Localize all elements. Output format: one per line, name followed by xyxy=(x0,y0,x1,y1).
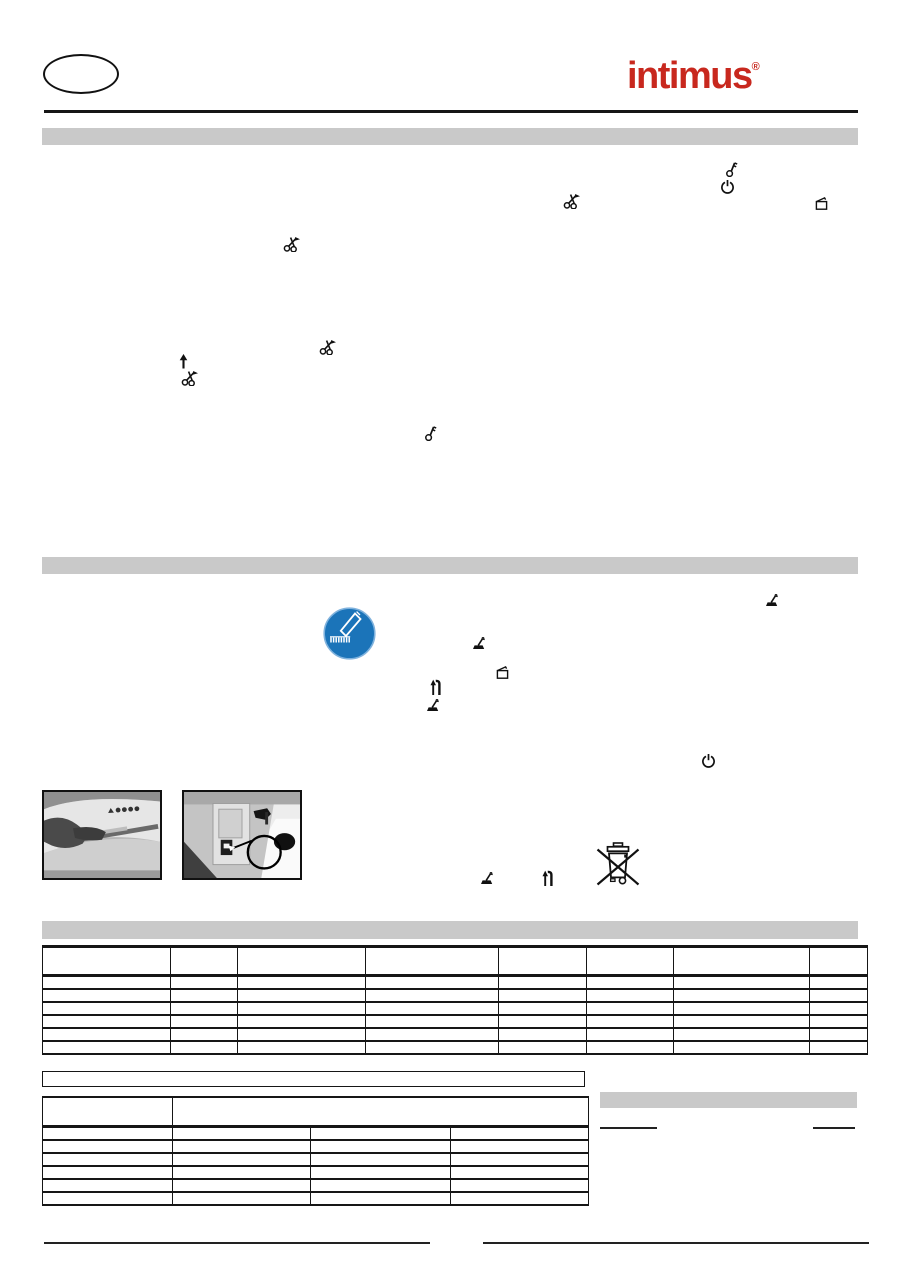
table-cell xyxy=(366,989,499,1002)
table-cell xyxy=(810,1002,868,1015)
table-cell xyxy=(238,1041,366,1054)
table-cell xyxy=(238,947,366,976)
language-oval xyxy=(43,54,119,94)
table-cell xyxy=(43,1097,173,1127)
table-cell xyxy=(173,1127,311,1141)
table-cell xyxy=(311,1153,451,1166)
cutting-rollers-icon xyxy=(319,339,337,355)
table-cell xyxy=(499,947,587,976)
table-cell xyxy=(499,989,587,1002)
table-cell xyxy=(810,1041,868,1054)
table-cell xyxy=(674,1015,810,1028)
table-cell xyxy=(171,989,238,1002)
table-row xyxy=(43,1041,868,1054)
table-cell xyxy=(43,1127,173,1141)
table-cell xyxy=(173,1153,311,1166)
table-cell xyxy=(311,1192,451,1205)
signature-line xyxy=(600,1127,657,1129)
table-row xyxy=(43,1166,589,1179)
table-cell xyxy=(43,1041,171,1054)
table-cell xyxy=(238,976,366,990)
accessories-table xyxy=(42,1096,589,1206)
table-cell xyxy=(451,1179,589,1192)
table-cell xyxy=(366,976,499,990)
table-cell xyxy=(238,1015,366,1028)
table-cell xyxy=(43,1192,173,1205)
brand-logo-text: intimus xyxy=(627,55,752,97)
table-cell xyxy=(674,1028,810,1041)
section-bar-2 xyxy=(42,557,858,574)
table-cell xyxy=(43,1153,173,1166)
accessories-header xyxy=(43,1097,589,1127)
table-cell xyxy=(366,1041,499,1054)
table-cell xyxy=(810,976,868,990)
table-cell xyxy=(173,1179,311,1192)
table-row xyxy=(43,1015,868,1028)
table-cell xyxy=(43,976,171,990)
table-cell xyxy=(171,1041,238,1054)
arrow-up-icon xyxy=(179,354,188,369)
table-cell xyxy=(171,1002,238,1015)
table-cell xyxy=(587,1015,674,1028)
table-row xyxy=(43,1127,589,1141)
table-cell xyxy=(43,947,171,976)
footer-rule-left xyxy=(44,1242,430,1244)
signature-line xyxy=(813,1127,855,1129)
table-cell xyxy=(238,1002,366,1015)
table-cell xyxy=(451,1192,589,1205)
technical-data-table xyxy=(42,945,868,1055)
table-cell xyxy=(451,1127,589,1141)
table-cell xyxy=(238,1028,366,1041)
table-cell xyxy=(810,947,868,976)
table-cell xyxy=(173,1140,311,1153)
table-cell xyxy=(587,989,674,1002)
table-cell xyxy=(674,976,810,990)
table-row xyxy=(43,1028,868,1041)
oil-point-detail-photo xyxy=(182,790,302,880)
table-cell xyxy=(451,1166,589,1179)
table-cell xyxy=(366,1015,499,1028)
footer-rule-right xyxy=(483,1242,869,1244)
section-bar-3 xyxy=(42,921,858,939)
table-cell xyxy=(366,1028,499,1041)
oiling-feed-slot-photo xyxy=(42,790,162,880)
table-cell xyxy=(674,1041,810,1054)
table-cell xyxy=(173,1097,589,1127)
table-cell xyxy=(311,1140,451,1153)
table-cell xyxy=(587,1028,674,1041)
cutting-rollers-icon xyxy=(283,236,301,252)
table-cell xyxy=(587,976,674,990)
table-cell xyxy=(674,989,810,1002)
power-icon xyxy=(720,179,735,194)
oil-can-icon xyxy=(472,637,486,650)
table-cell xyxy=(43,1179,173,1192)
table-cell xyxy=(43,989,171,1002)
header-rule xyxy=(44,110,858,113)
accessories-rows xyxy=(43,1127,589,1206)
table-cell xyxy=(171,976,238,990)
table-row xyxy=(43,1179,589,1192)
table-row xyxy=(43,1140,589,1153)
door-open-icon xyxy=(815,197,828,210)
table-cell xyxy=(674,1002,810,1015)
pull-out-icon xyxy=(542,870,554,887)
table-cell xyxy=(810,989,868,1002)
registered-mark: ® xyxy=(751,61,760,73)
technical-data-rows xyxy=(43,976,868,1055)
table-cell xyxy=(173,1166,311,1179)
table-cell xyxy=(366,947,499,976)
table-cell xyxy=(238,989,366,1002)
table-cell xyxy=(587,1002,674,1015)
technical-data-header xyxy=(43,947,868,976)
power-icon xyxy=(701,753,716,768)
table-row xyxy=(43,976,868,990)
table-cell xyxy=(587,947,674,976)
key-icon xyxy=(425,424,437,441)
table-cell xyxy=(499,1028,587,1041)
door-open-icon xyxy=(496,666,509,679)
table-cell xyxy=(171,1015,238,1028)
table-cell xyxy=(171,947,238,976)
table-cell xyxy=(366,1002,499,1015)
oil-can-icon xyxy=(480,872,494,885)
table-row xyxy=(43,1192,589,1205)
table-cell xyxy=(587,1041,674,1054)
oil-can-icon xyxy=(765,594,779,607)
brand-logo xyxy=(627,48,760,95)
table-row xyxy=(43,989,868,1002)
table-cell xyxy=(499,976,587,990)
pull-out-icon xyxy=(430,679,442,696)
key-icon xyxy=(726,160,738,177)
table-cell xyxy=(499,1002,587,1015)
table-cell xyxy=(451,1140,589,1153)
section-bar-1 xyxy=(42,128,858,145)
table-cell xyxy=(311,1179,451,1192)
table-cell xyxy=(499,1041,587,1054)
table-cell xyxy=(43,1166,173,1179)
table-cell xyxy=(810,1015,868,1028)
cutting-rollers-icon xyxy=(563,193,581,209)
table-row xyxy=(43,1002,868,1015)
table-cell xyxy=(674,947,810,976)
table-cell xyxy=(451,1153,589,1166)
table-cell xyxy=(43,1140,173,1153)
table-row xyxy=(43,1153,589,1166)
table-cell xyxy=(311,1127,451,1141)
table-cell xyxy=(43,1002,171,1015)
oil-can-icon xyxy=(426,699,440,712)
table-cell xyxy=(499,1015,587,1028)
note-box xyxy=(42,1071,585,1087)
table-cell xyxy=(43,1028,171,1041)
table-cell xyxy=(810,1028,868,1041)
cutting-rollers-icon xyxy=(181,370,199,386)
table-cell xyxy=(311,1166,451,1179)
weee-crossed-bin-icon xyxy=(595,842,641,888)
oil-rollers-mandatory-sign xyxy=(323,607,376,660)
table-row xyxy=(43,947,868,976)
service-section-bar xyxy=(600,1092,857,1108)
table-cell xyxy=(171,1028,238,1041)
table-cell xyxy=(43,1015,171,1028)
table-cell xyxy=(173,1192,311,1205)
